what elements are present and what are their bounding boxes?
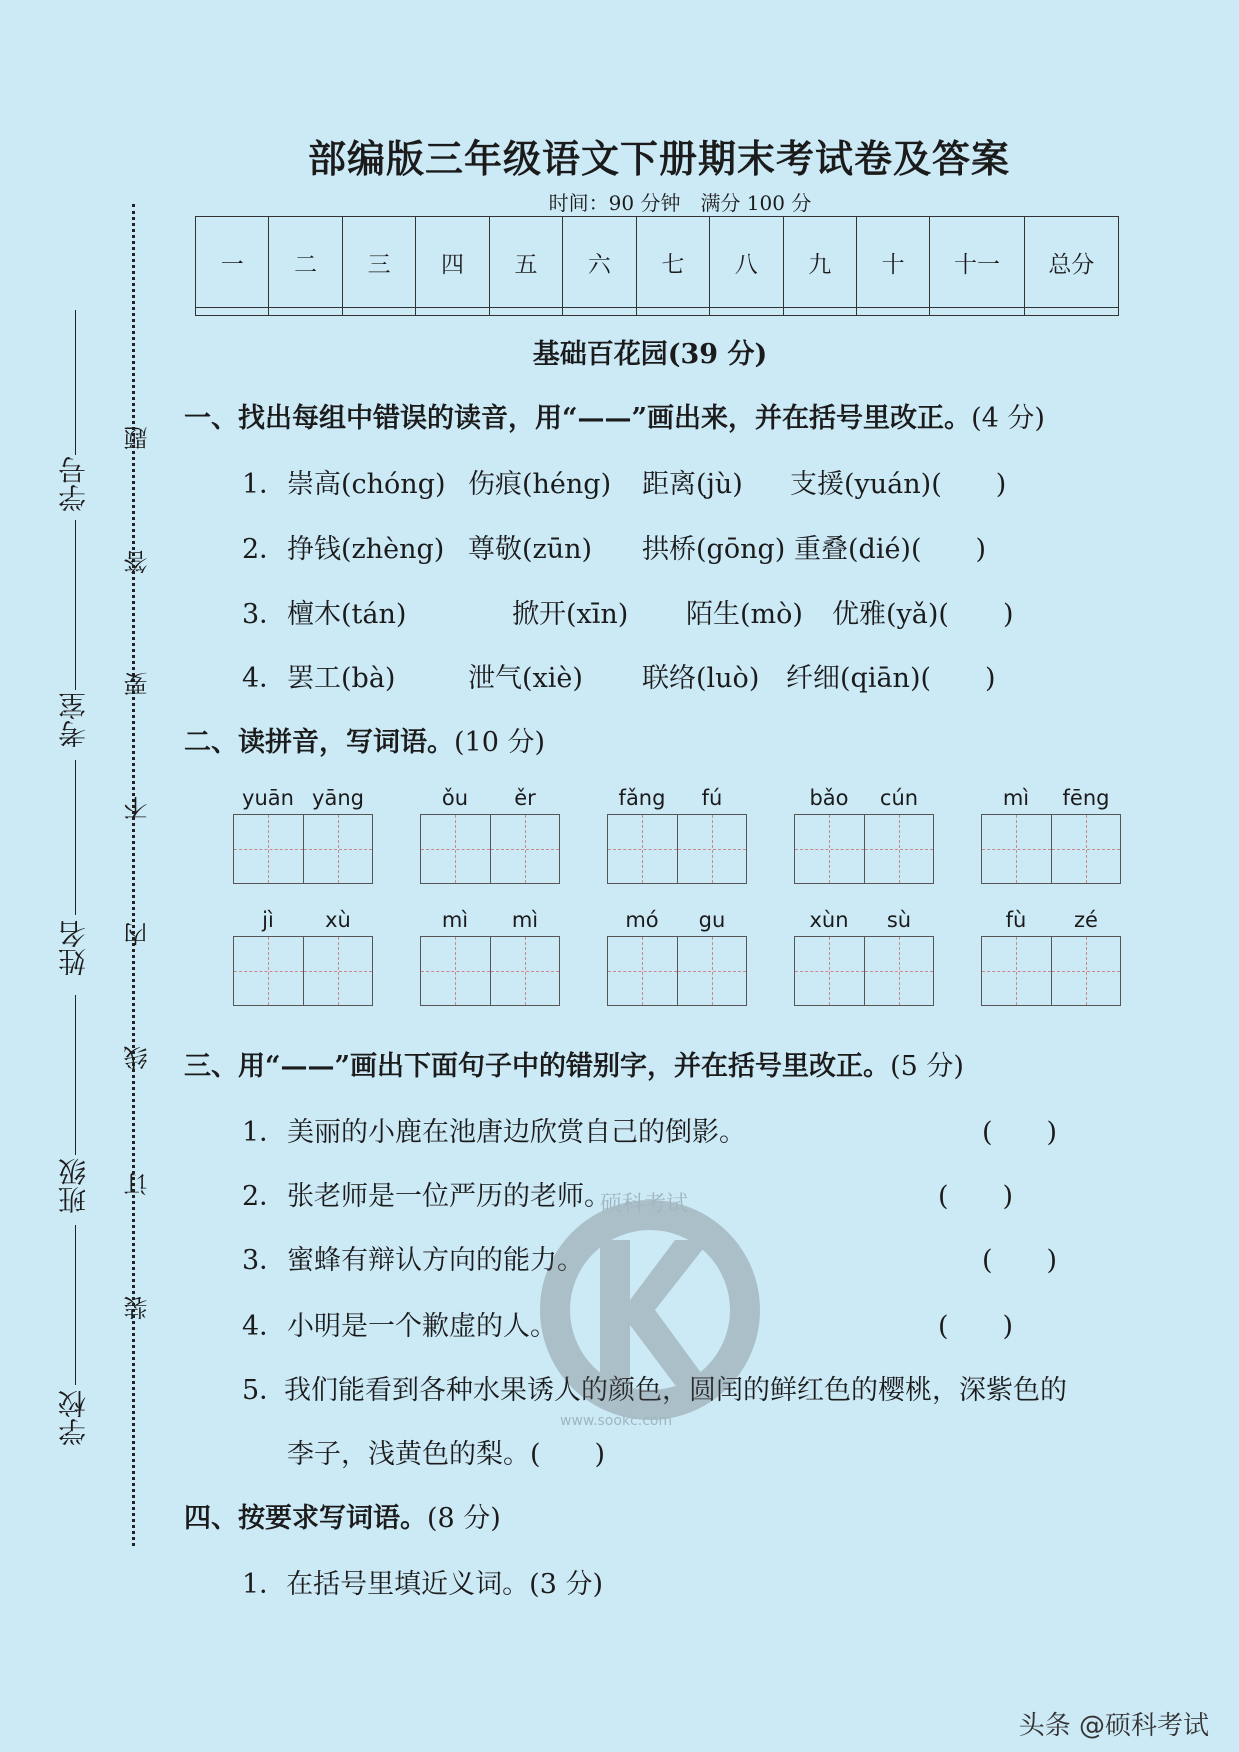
pinyin-word: [981, 786, 1121, 884]
score-header-cell: 二: [269, 217, 342, 308]
q1-item[interactable]: 纤细(qiān)( ): [786, 663, 996, 694]
pinyin-word: [981, 908, 1121, 1006]
q3-num: 2．: [242, 1181, 287, 1212]
pinyin-syllable: gu: [698, 908, 726, 932]
writing-grid[interactable]: [981, 936, 1121, 1006]
score-header-cell: 八: [710, 217, 783, 308]
q1-item[interactable]: 优雅(yǎ)( ): [832, 599, 1014, 630]
binding-char: 装: [124, 1296, 152, 1320]
pinyin-word: [420, 786, 560, 884]
pinyin-word: [794, 786, 934, 884]
q3-points: (5 分): [890, 1051, 964, 1082]
writing-grid[interactable]: [794, 936, 934, 1006]
q3-answer-paren[interactable]: ( ): [982, 1245, 1058, 1276]
score-header-cell: 五: [489, 217, 562, 308]
score-blank-cell[interactable]: [636, 308, 709, 316]
writing-grid[interactable]: [794, 814, 934, 884]
score-blank-cell[interactable]: [563, 308, 636, 316]
score-header-cell: 总分: [1024, 217, 1118, 308]
q1-num: 4．: [242, 663, 287, 694]
score-header-cell: 七: [636, 217, 709, 308]
pinyin-syllable: mì: [441, 908, 469, 932]
q2-title: [184, 720, 545, 759]
writing-grid[interactable]: [420, 936, 560, 1006]
watermark-url: www.sookc.com: [560, 1413, 673, 1429]
q1-item: 陌生(mò): [686, 599, 803, 630]
score-header-cell: 四: [416, 217, 489, 308]
writing-grid[interactable]: [233, 936, 373, 1006]
q1-item: 泄气(xiè): [468, 663, 583, 694]
q1-points: (4 分): [971, 403, 1045, 434]
pinyin-syllable: bǎo: [809, 786, 849, 810]
score-header-cell: 十: [856, 217, 929, 308]
school-label: 学校: [57, 1390, 90, 1446]
q3-answer-paren[interactable]: ( ): [938, 1181, 1014, 1212]
score-header-cell: 三: [342, 217, 415, 308]
score-blank-cell[interactable]: [783, 308, 856, 316]
pinyin-syllable: jì: [262, 908, 274, 932]
q4-title: [184, 1496, 501, 1535]
writing-grid[interactable]: [420, 814, 560, 884]
score-blank-cell[interactable]: [269, 308, 342, 316]
q1-item[interactable]: 重叠(dié)( ): [794, 534, 987, 565]
watermark-seal-icon: [540, 1185, 760, 1435]
q1-item: 崇高(chóng): [287, 469, 446, 500]
q3-sentence: 我们能看到各种水果诱人的颜色，圆闰的鲜红色的樱桃，深紫色的: [284, 1375, 1067, 1406]
watermark-brand: 硕科考试: [600, 1192, 689, 1217]
binding-char: 答: [124, 550, 152, 574]
q3-sentence: 蜜蜂有辩认方向的能力。: [287, 1245, 584, 1276]
pinyin-syllable: fú: [701, 786, 723, 810]
q2-title-text: 二、读拼音，写词语。: [184, 727, 454, 758]
part-heading: 基础百花园(39 分): [532, 339, 768, 370]
q1-item: 掀开(xīn): [512, 599, 629, 630]
q4-title-text: 四、按要求写词语。: [184, 1503, 427, 1534]
q1-item: 伤痕(héng): [468, 469, 612, 500]
q1-title-text: 一、找出每组中错误的读音，用“——”画出来，并在括号里改正。: [184, 403, 972, 434]
score-header-cell: 十一: [930, 217, 1024, 308]
score-header-cell: 六: [563, 217, 636, 308]
pinyin-word: [607, 786, 747, 884]
q3-num: 5．: [242, 1375, 287, 1406]
pinyin-syllable: fēng: [1062, 786, 1110, 810]
pinyin-syllable: zé: [1074, 908, 1098, 932]
class-blank[interactable]: [75, 995, 76, 1155]
q1-item: 联络(luò): [642, 663, 760, 694]
q3-num: 1．: [242, 1117, 287, 1148]
score-blank-cell[interactable]: [1024, 308, 1118, 316]
q1-item: 檀木(tán): [287, 599, 407, 630]
score-blank-cell[interactable]: [710, 308, 783, 316]
binding-char: 线: [124, 1046, 152, 1070]
writing-grid[interactable]: [981, 814, 1121, 884]
q3-title: [184, 1044, 964, 1083]
pinyin-word: [794, 908, 934, 1006]
q1-item: 罢工(bà): [287, 663, 396, 694]
pinyin-syllable: cún: [879, 786, 919, 810]
score-header-cell: 九: [783, 217, 856, 308]
exam-room-label: 考室: [57, 692, 90, 748]
q1-item: 拱桥(gōng): [642, 534, 786, 565]
student-id-label: 学号: [57, 456, 90, 512]
score-blank-cell[interactable]: [930, 308, 1024, 316]
q2-points: (10 分): [454, 727, 546, 758]
pinyin-syllable: fù: [1005, 908, 1027, 932]
score-blank-cell[interactable]: [489, 308, 562, 316]
binding-char: 订: [124, 1172, 152, 1196]
exam-subtitle: 时间：90 分钟 满分 100 分: [548, 191, 812, 215]
q3-num: 3．: [242, 1245, 287, 1276]
pinyin-word: [420, 908, 560, 1006]
name-blank[interactable]: [75, 760, 76, 915]
watermark-logo: [540, 1185, 760, 1435]
score-header-row: [196, 217, 1119, 308]
q3-answer-paren[interactable]: ( ): [938, 1311, 1014, 1342]
q1-num: 3．: [242, 599, 287, 630]
exam-room-blank[interactable]: [75, 520, 76, 690]
score-table: [195, 216, 1119, 316]
binding-char: 内: [124, 922, 152, 946]
q4-subquestion: 1．在括号里填近义词。(3 分): [242, 1569, 604, 1600]
pinyin-syllable: mó: [625, 908, 659, 932]
score-blank-cell[interactable]: [342, 308, 415, 316]
q1-item: 挣钱(zhèng): [287, 534, 445, 565]
pinyin-word: [233, 786, 373, 884]
document-title: 部编版三年级语文下册期末考试卷及答案: [307, 136, 1010, 181]
pinyin-word: [233, 908, 373, 1006]
score-header-cell: 一: [196, 217, 269, 308]
binding-char: 题: [124, 426, 152, 450]
pinyin-syllable: yuān: [242, 786, 294, 810]
binding-char: 要: [124, 672, 152, 696]
binding-dotted-line: [132, 204, 135, 1546]
pinyin-syllable: ǒu: [441, 786, 469, 810]
writing-grid[interactable]: [233, 814, 373, 884]
score-blank-cell[interactable]: [196, 308, 269, 316]
q3-sentence: 张老师是一位严历的老师。: [287, 1181, 611, 1212]
writing-grid[interactable]: [607, 936, 747, 1006]
q1-item: 尊敬(zūn): [468, 534, 593, 565]
score-blank-cell[interactable]: [416, 308, 489, 316]
pinyin-syllable: ěr: [514, 786, 536, 810]
q3-answer-paren[interactable]: ( ): [982, 1117, 1058, 1148]
q3-num: 4．: [242, 1311, 287, 1342]
q1-num: 2．: [242, 534, 287, 565]
pinyin-syllable: fǎng: [618, 786, 666, 810]
q3-title-text: 三、用“——”画出下面句子中的错别字，并在括号里改正。: [184, 1051, 891, 1082]
pinyin-syllable: mì: [1002, 786, 1030, 810]
q1-num: 1．: [242, 469, 287, 500]
q1-item[interactable]: 支援(yuán)( ): [790, 469, 1007, 500]
q3-sentence-continued[interactable]: 李子，浅黄色的梨。( ): [287, 1439, 606, 1470]
q1-item: 距离(jù): [642, 469, 743, 500]
pinyin-syllable: yāng: [312, 786, 364, 810]
binding-char: 不: [124, 796, 152, 820]
pinyin-word: [607, 908, 747, 1006]
q4-points: (8 分): [427, 1503, 501, 1534]
score-blank-cell[interactable]: [856, 308, 929, 316]
name-label: 姓名: [57, 920, 90, 976]
class-label: 班级: [57, 1158, 90, 1214]
writing-grid[interactable]: [607, 814, 747, 884]
score-blank-row: [196, 308, 1119, 316]
footer-attribution: 头条 @硕科考试: [1018, 1711, 1209, 1741]
pinyin-syllable: xù: [325, 908, 351, 932]
pinyin-syllable: xùn: [809, 908, 849, 932]
q1-title: [184, 396, 1045, 435]
pinyin-syllable: sù: [886, 908, 912, 932]
q3-sentence: 美丽的小鹿在池唐边欣赏自己的倒影。: [287, 1117, 746, 1148]
school-blank[interactable]: [75, 1225, 76, 1385]
q3-sentence: 小明是一个歉虚的人。: [287, 1311, 557, 1342]
pinyin-syllable: mì: [511, 908, 539, 932]
